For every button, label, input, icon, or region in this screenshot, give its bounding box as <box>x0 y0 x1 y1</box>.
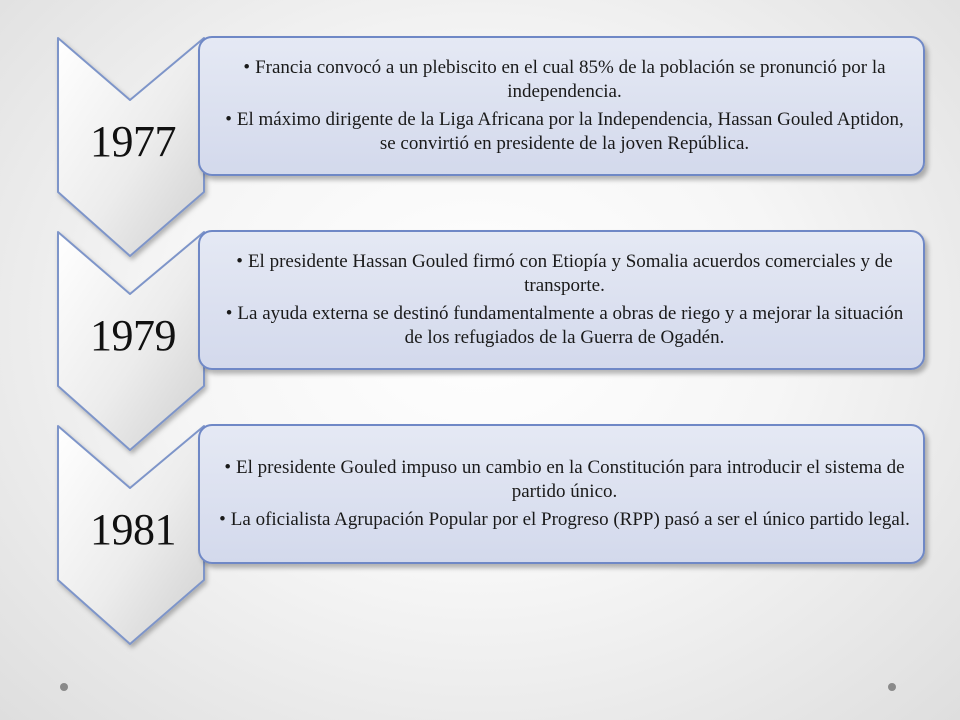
event-box-1979 <box>198 230 925 370</box>
event-list <box>216 246 913 354</box>
decorative-dot-right <box>888 683 896 691</box>
event-bullet: • El presidente Gouled impuso un cambio en la Constitución para introducir el sistema de partido único. <box>224 457 905 502</box>
event-box-1981 <box>198 424 925 564</box>
event-list <box>216 52 913 160</box>
event-list <box>216 452 913 536</box>
year-label-1981: 1981 <box>90 505 176 554</box>
year-label-1977: 1977 <box>90 117 176 166</box>
event-bullet: • El máximo dirigente de la Liga Africana por la Independencia, Hassan Gouled Aptidon, se convirtió en presidente de la joven República. <box>225 109 904 154</box>
decorative-dot-left <box>60 683 68 691</box>
event-bullet: • El presidente Hassan Gouled firmó con Etiopía y Somalia acuerdos comerciales y de transporte. <box>236 251 893 296</box>
year-label-1979: 1979 <box>90 311 176 360</box>
event-bullet: • La oficialista Agrupación Popular por el Progreso (RPP) pasó a ser el único partido legal. <box>219 509 910 530</box>
event-bullet: • Francia convocó a un plebiscito en el cual 85% de la población se pronunció por la independencia. <box>243 57 886 102</box>
event-box-1977 <box>198 36 925 176</box>
event-bullet: • La ayuda externa se destinó fundamentalmente a obras de riego y a mejorar la situación de los refugiados de la Guerra de Ogadén. <box>225 303 904 348</box>
